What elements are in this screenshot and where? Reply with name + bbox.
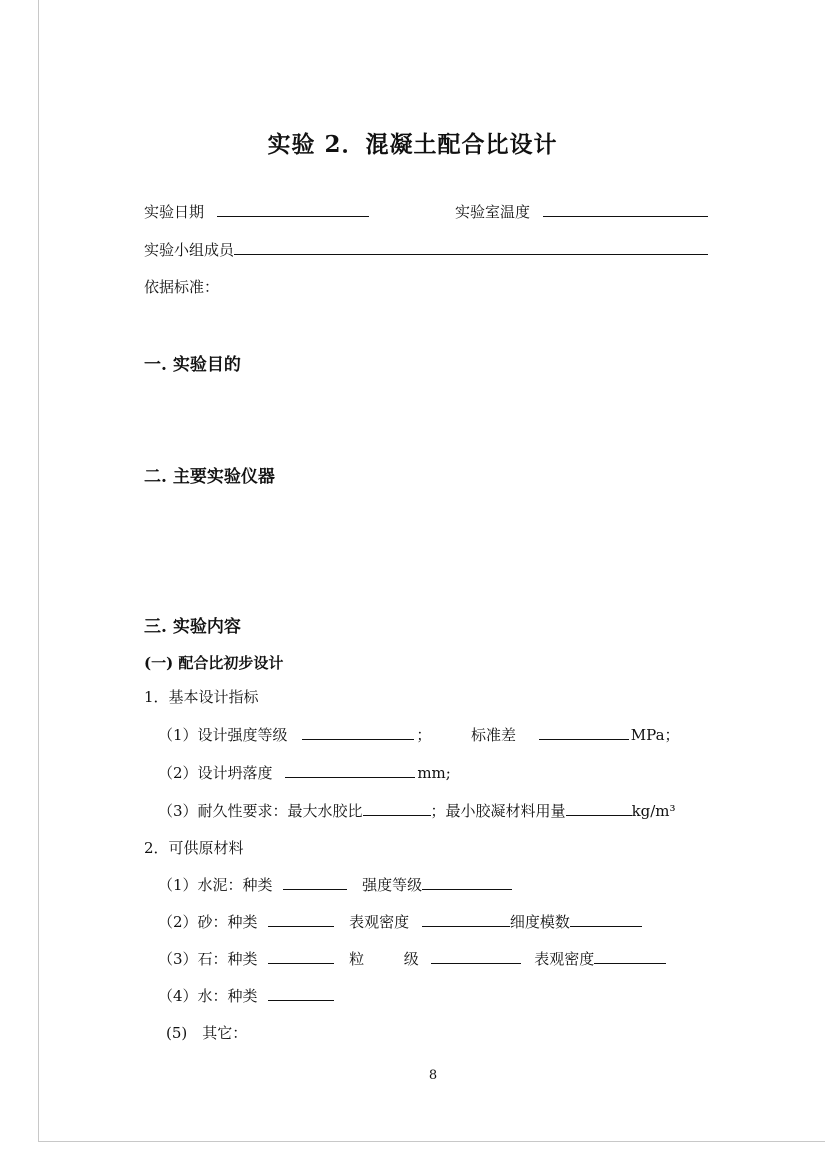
slump-row [158,762,451,783]
std-dev-blank[interactable] [539,725,629,740]
strength-grade-blank[interactable] [302,725,414,740]
sand-row [158,911,642,932]
stone-gradation-char-1: 粒 [349,950,365,968]
stone-density-blank[interactable] [594,949,666,964]
section-content-heading: 三. 实验内容 [144,617,241,637]
water-row [158,985,336,1006]
std-dev-unit: MPa； [630,726,680,744]
sand-density-blank[interactable] [422,912,510,927]
page-number: 8 [428,1068,438,1083]
strength-grade-label: （1）设计强度等级 [158,726,288,744]
room-temp-label: 实验室温度 [455,203,531,221]
subsection-preliminary-design: (一) 配合比初步设计 [144,654,284,672]
stone-gradation-blank[interactable] [431,949,521,964]
standard-label: 依据标准： [144,278,220,296]
stone-type-label: （3）石：种类 [158,950,258,968]
document-page [38,0,825,1142]
slump-blank[interactable] [285,763,415,778]
cement-grade-blank[interactable] [422,875,512,890]
water-type-label: （4）水：种类 [158,987,258,1005]
cement-row [158,874,512,895]
section-purpose-heading: 一. 实验目的 [144,355,241,375]
materials-heading: 2．可供原材料 [144,839,244,857]
std-dev-row [471,724,680,745]
date-field-row [144,201,371,222]
date-label: 实验日期 [144,203,205,221]
section-instruments-heading: 二. 主要实验仪器 [144,467,275,487]
durability-label: （3）耐久性要求：最大水胶比 [158,802,363,820]
sand-fineness-label: 细度模数 [509,913,570,931]
slump-label: （2）设计坍落度 [158,764,273,782]
slump-unit: mm; [417,764,451,782]
sand-type-label: （2）砂：种类 [158,913,258,931]
max-wb-ratio-blank[interactable] [363,801,431,816]
members-blank[interactable] [234,240,708,255]
cement-type-blank[interactable] [283,875,347,890]
members-field-row [144,239,708,260]
min-binder-blank[interactable] [566,801,632,816]
room-temp-field-row [455,201,710,222]
sand-type-blank[interactable] [268,912,334,927]
cement-grade-label: 强度等级 [362,876,423,894]
stone-type-blank[interactable] [268,949,334,964]
semicolon-1: ； [416,726,432,744]
durability-row [158,800,676,821]
members-label: 实验小组成员 [144,241,235,259]
sand-fineness-blank[interactable] [570,912,642,927]
stone-gradation-char-2: 级 [403,950,419,968]
other-materials-label: (5) 其它： [166,1024,248,1042]
stone-row [158,948,666,969]
cement-type-label: （1）水泥：种类 [158,876,273,894]
min-binder-label: ；最小胶凝材料用量 [430,802,566,820]
document-title: 实验 2．混凝土配合比设计 [267,131,558,158]
min-binder-unit: kg/m³ [631,802,676,820]
date-blank[interactable] [217,202,369,217]
strength-grade-row [158,724,431,745]
sand-density-label: 表观密度 [349,913,410,931]
std-dev-label: 标准差 [471,726,517,744]
basic-design-heading: 1．基本设计指标 [144,688,259,706]
water-type-blank[interactable] [268,986,334,1001]
stone-density-label: 表观密度 [534,950,595,968]
room-temp-blank[interactable] [543,202,708,217]
